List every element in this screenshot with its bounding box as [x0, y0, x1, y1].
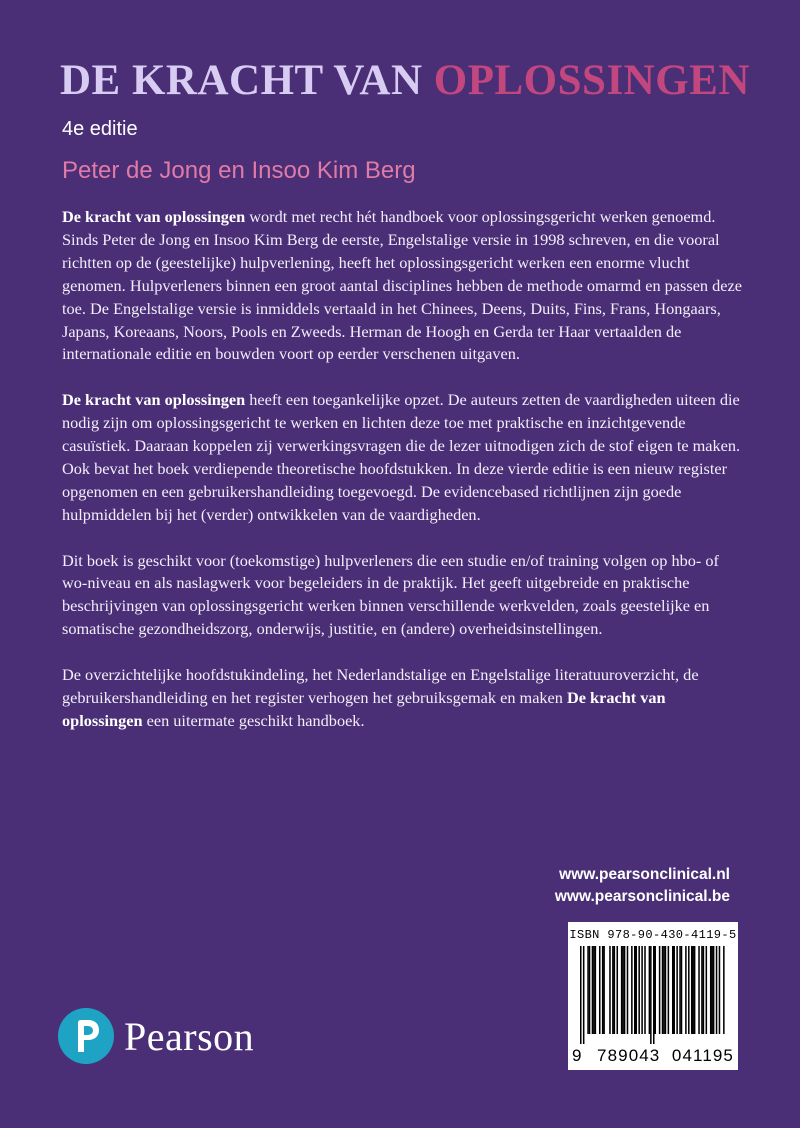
barcode-bar — [676, 946, 678, 1034]
barcode-bar — [713, 946, 715, 1034]
barcode-bar — [653, 946, 655, 1044]
isbn-barcode — [568, 922, 738, 1070]
barcode-bar — [617, 946, 619, 1034]
barcode-bar — [583, 946, 585, 1044]
isbn-number: ISBN 978-90-430-4119-5 — [569, 928, 737, 942]
barcode-bar — [621, 946, 623, 1034]
barcode-bar — [609, 946, 611, 1034]
barcode-bar — [593, 946, 595, 1034]
barcode-bar — [634, 946, 636, 1034]
barcode-bar — [650, 946, 652, 1044]
barcode-bar — [716, 946, 718, 1034]
url-be[interactable]: www.pearsonclinical.be — [554, 888, 730, 905]
barcode-bar — [710, 946, 712, 1034]
barcode-bar — [638, 946, 640, 1034]
barcode-bar — [673, 946, 675, 1034]
blurb-paragraph-4 — [62, 664, 742, 733]
title-part-2: OPLOSSINGEN — [433, 57, 750, 104]
title-part-1: DE KRACHT VAN — [60, 57, 423, 104]
book-title — [60, 56, 750, 106]
paragraph-text: De overzichtelijke hoofdstukindeling, het Nederlandstalige en Engelstalige literatuuroverzicht, de gebruikershandleiding en het register verhogen het gebruiksgemak en maken — [62, 665, 699, 707]
barcode-bar — [672, 946, 674, 1034]
barcode-bar — [603, 946, 605, 1034]
paragraph-text: heeft een toegankelijke opzet. De auteurs zetten de vaardigheden uiteen die nodig zijn om oplossingsgericht te werken en lichten deze toe met praktische en inzichtgevende casuïstiek. Daaraan koppelen zij verwerkingsvragen die de lezer uitnodigen zich de stof eigen te maken. Ook bevat het boek verdiepende theoretische hoofdstukken. In deze vierde editie is een nieuw register opgenomen en een gebruikershandleiding toegevoegd. De evidencebased richtlijnen zijn goede hulpmiddelen bij het (verder) ontwikkelen van de vaardigheden. — [62, 390, 741, 524]
barcode-bar — [711, 946, 713, 1034]
book-title-bold: De kracht van oplossingen — [62, 207, 246, 226]
barcode-bar — [580, 946, 582, 1044]
barcode-bar — [595, 946, 597, 1034]
barcode-bar — [592, 946, 594, 1034]
barcode-bar — [649, 946, 651, 1034]
barcode-group-2: 041195 — [671, 1046, 734, 1065]
book-title-bold: De kracht van oplossingen — [62, 687, 666, 730]
barcode-bar — [599, 946, 601, 1034]
barcode-bar — [723, 946, 725, 1034]
blurb — [62, 206, 742, 756]
paragraph-text: een uitermate geschikt handboek. — [142, 710, 365, 730]
barcode-bar — [635, 946, 637, 1034]
barcode-bar — [694, 946, 696, 1034]
barcode-bar — [614, 946, 616, 1034]
barcode-digits — [572, 1046, 734, 1066]
barcode-bar — [719, 946, 721, 1034]
barcode-bar — [587, 946, 589, 1034]
barcode-bar — [641, 946, 643, 1034]
edition-label: 4e editie — [62, 118, 138, 140]
barcode-group-1: 789043 — [597, 1046, 661, 1065]
barcode-bar — [663, 946, 665, 1034]
barcode-bar — [627, 946, 629, 1034]
barcode-bar — [685, 946, 687, 1034]
barcode-bar — [644, 946, 646, 1034]
pearson-p-logo-icon — [58, 1008, 114, 1064]
barcode-bar — [662, 946, 664, 1034]
barcode-bar — [691, 946, 693, 1034]
barcode-bar — [681, 946, 683, 1034]
barcode-bar — [612, 946, 614, 1034]
barcode-bar — [688, 946, 690, 1034]
barcode-bar — [692, 946, 694, 1034]
barcode-bar — [602, 946, 604, 1034]
blurb-paragraph-2 — [62, 389, 742, 526]
authors-line: Peter de Jong en Insoo Kim Berg — [62, 157, 416, 184]
barcode-bars — [580, 946, 726, 1044]
publisher-name: Pearson — [124, 1013, 255, 1059]
website-links — [555, 864, 730, 908]
barcode-bar — [665, 946, 667, 1034]
book-title-bold: De kracht van oplossingen — [62, 390, 246, 410]
barcode-bar — [631, 946, 633, 1034]
barcode-bar — [701, 946, 703, 1034]
barcode-bar — [668, 946, 670, 1034]
url-nl[interactable]: www.pearsonclinical.nl — [559, 866, 730, 883]
blurb-paragraph-1 — [62, 206, 742, 366]
barcode-bar — [622, 946, 624, 1034]
barcode-lead-digit: 9 — [572, 1046, 582, 1065]
paragraph-text: wordt met recht hét handboek voor oplossingsgericht werken genoemd. Sinds Peter de Jong en Insoo Kim Berg de eerste, Engelstalige versie in 1998 schreven, en die vooral richtten op de (geestelijke) hulpverlening, heeft het oplossingsgericht werken een enorme vlucht genomen. Hulpverleners binnen een groot aantal disciplines hebben de methode omarmd en passen deze toe. De Engelstalige versie is inmiddels vertaald in het Chinees, Deens, Duits, Fins, Frans, Hongaars, Japans, Koreaans, Noors, Pools en Zweeds. Herman de Hoogh en Gerda ter Haar vertaalden de internationale editie en bouwden voort op eerder verschenen uitgaven. — [62, 207, 742, 364]
barcode-bar — [698, 946, 700, 1034]
barcode-bar — [659, 946, 661, 1034]
blurb-paragraph-3: Dit boek is geschikt voor (toekomstige) hulpverleners die een studie en/of training volgen op hbo- of wo-niveau en als naslagwerk voor begeleiders in de praktijk. Het geeft uitgebreide en praktische beschrijvingen van oplossingsgericht werken binnen verschillende werkvelden, zoals geestelijke en somatische gezondheidszorg, onderwijs, justitie, en (andere) overheidsinstellingen. — [62, 550, 719, 639]
publisher-logo — [58, 1008, 254, 1064]
barcode-bar — [706, 946, 708, 1034]
barcode-bar — [589, 946, 591, 1034]
barcode-bar — [654, 946, 656, 1034]
barcode-bar — [624, 946, 626, 1034]
barcode-bar — [703, 946, 705, 1034]
barcode-bar — [679, 946, 681, 1034]
